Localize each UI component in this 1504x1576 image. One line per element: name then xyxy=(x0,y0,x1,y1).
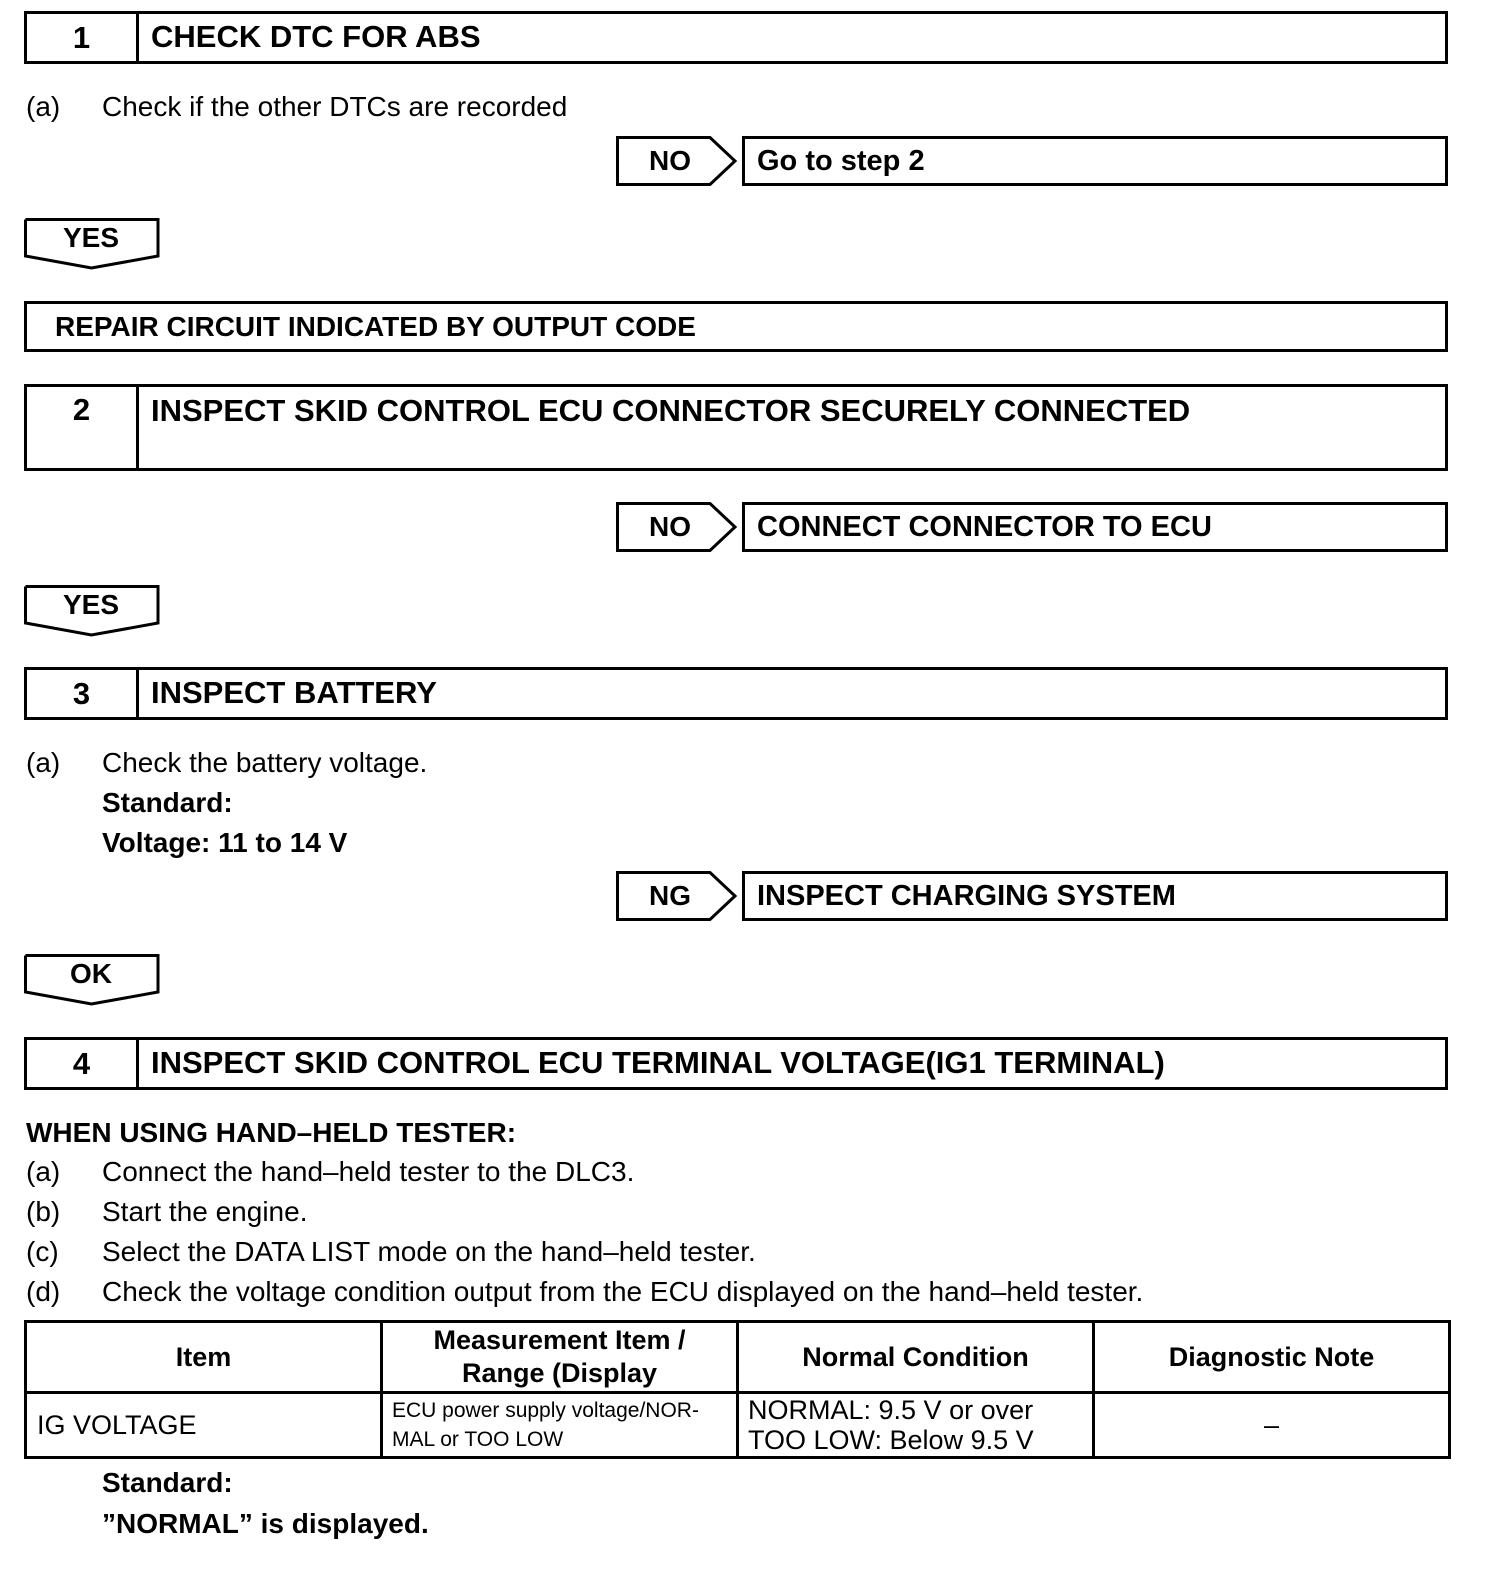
cell-normal-line2: TOO LOW: Below 9.5 V xyxy=(748,1425,1034,1455)
step-3-a-marker: (a) xyxy=(26,747,61,778)
cell-normal-line1: NORMAL: 9.5 V or over xyxy=(748,1395,1034,1425)
step-2-yes-flow xyxy=(24,585,160,637)
step-4-header xyxy=(24,1037,1448,1090)
step-4-standard-label: Standard: xyxy=(102,1467,233,1498)
step-1-yes-label: YES xyxy=(62,222,120,253)
header-measurement-line1: Measurement Item / xyxy=(433,1325,686,1355)
header-measurement-line2: Range (Display xyxy=(461,1358,658,1388)
step-3-ng-result: INSPECT CHARGING SYSTEM xyxy=(742,871,1448,921)
step-4-item-c-text: Select the DATA LIST mode on the hand–held tester. xyxy=(102,1236,756,1267)
step-3-ng-branch xyxy=(616,871,1450,923)
step-2-number: 2 xyxy=(27,387,139,468)
data-list-table xyxy=(24,1320,1451,1459)
step-1-no-result: Go to step 2 xyxy=(742,136,1448,186)
step-2-no-branch xyxy=(616,502,1450,554)
step-3-a-text: Check the battery voltage. xyxy=(102,747,428,778)
tester-heading: WHEN USING HAND–HELD TESTER: xyxy=(26,1117,517,1148)
step-1-yes-flow xyxy=(24,218,160,270)
step-2-title: INSPECT SKID CONTROL ECU CONNECTOR SECURELY CONNECTED xyxy=(151,393,1191,428)
step-2-header xyxy=(24,384,1448,471)
step-1-header xyxy=(24,11,1448,64)
step-3-title: INSPECT BATTERY xyxy=(151,675,437,710)
step-1-number: 1 xyxy=(27,14,139,61)
table-row xyxy=(26,1393,1450,1458)
step-1-a-marker: (a) xyxy=(26,91,61,122)
header-measurement xyxy=(382,1322,738,1393)
step-1-a-text: Check if the other DTCs are recorded xyxy=(102,91,568,122)
step-2-yes-label: YES xyxy=(62,589,120,620)
step-4-item-d-text: Check the voltage condition output from the ECU displayed on the hand–held tester. xyxy=(102,1276,1144,1307)
cell-measurement-line2: MAL or TOO LOW xyxy=(392,1428,564,1451)
cell-item: IG VOLTAGE xyxy=(26,1393,382,1458)
step-3-ng-label: NG xyxy=(649,880,691,911)
step-4-item-b-marker: (b) xyxy=(26,1196,61,1227)
step-1-no-branch xyxy=(616,136,1450,188)
header-normal-condition: Normal Condition xyxy=(738,1322,1094,1393)
repair-instruction: REPAIR CIRCUIT INDICATED BY OUTPUT CODE xyxy=(24,301,1448,352)
step-3-standard-value: Voltage: 11 to 14 V xyxy=(102,827,348,858)
step-4-item-d-marker: (d) xyxy=(26,1276,61,1307)
step-4-standard-value: ”NORMAL” is displayed. xyxy=(102,1508,429,1539)
step-2-no-label: NO xyxy=(649,511,691,542)
step-3-standard-label: Standard: xyxy=(102,787,233,818)
step-4-item-b-text: Start the engine. xyxy=(102,1196,308,1227)
cell-measurement-line1: ECU power supply voltage/NOR- xyxy=(392,1399,699,1422)
step-1-title: CHECK DTC FOR ABS xyxy=(151,19,481,54)
step-4-item-a-marker: (a) xyxy=(26,1156,61,1187)
cell-measurement xyxy=(382,1393,738,1458)
step-4-title: INSPECT SKID CONTROL ECU TERMINAL VOLTAGE(IG1 TERMINAL) xyxy=(151,1045,1165,1080)
step-3-ok-flow xyxy=(24,954,160,1006)
step-1-no-label: NO xyxy=(649,145,691,176)
cell-diagnostic-note: – xyxy=(1094,1393,1450,1458)
cell-normal-condition xyxy=(738,1393,1094,1458)
table-header-row xyxy=(26,1322,1450,1393)
step-4-item-c-marker: (c) xyxy=(26,1236,59,1267)
step-3-ok-label: OK xyxy=(70,958,112,989)
step-3-header xyxy=(24,667,1448,720)
header-item: Item xyxy=(26,1322,382,1393)
header-diagnostic-note: Diagnostic Note xyxy=(1094,1322,1450,1393)
step-2-no-result: CONNECT CONNECTOR TO ECU xyxy=(742,502,1448,552)
step-4-item-a-text: Connect the hand–held tester to the DLC3. xyxy=(102,1156,635,1187)
step-3-number: 3 xyxy=(27,670,139,717)
step-4-number: 4 xyxy=(27,1040,139,1087)
